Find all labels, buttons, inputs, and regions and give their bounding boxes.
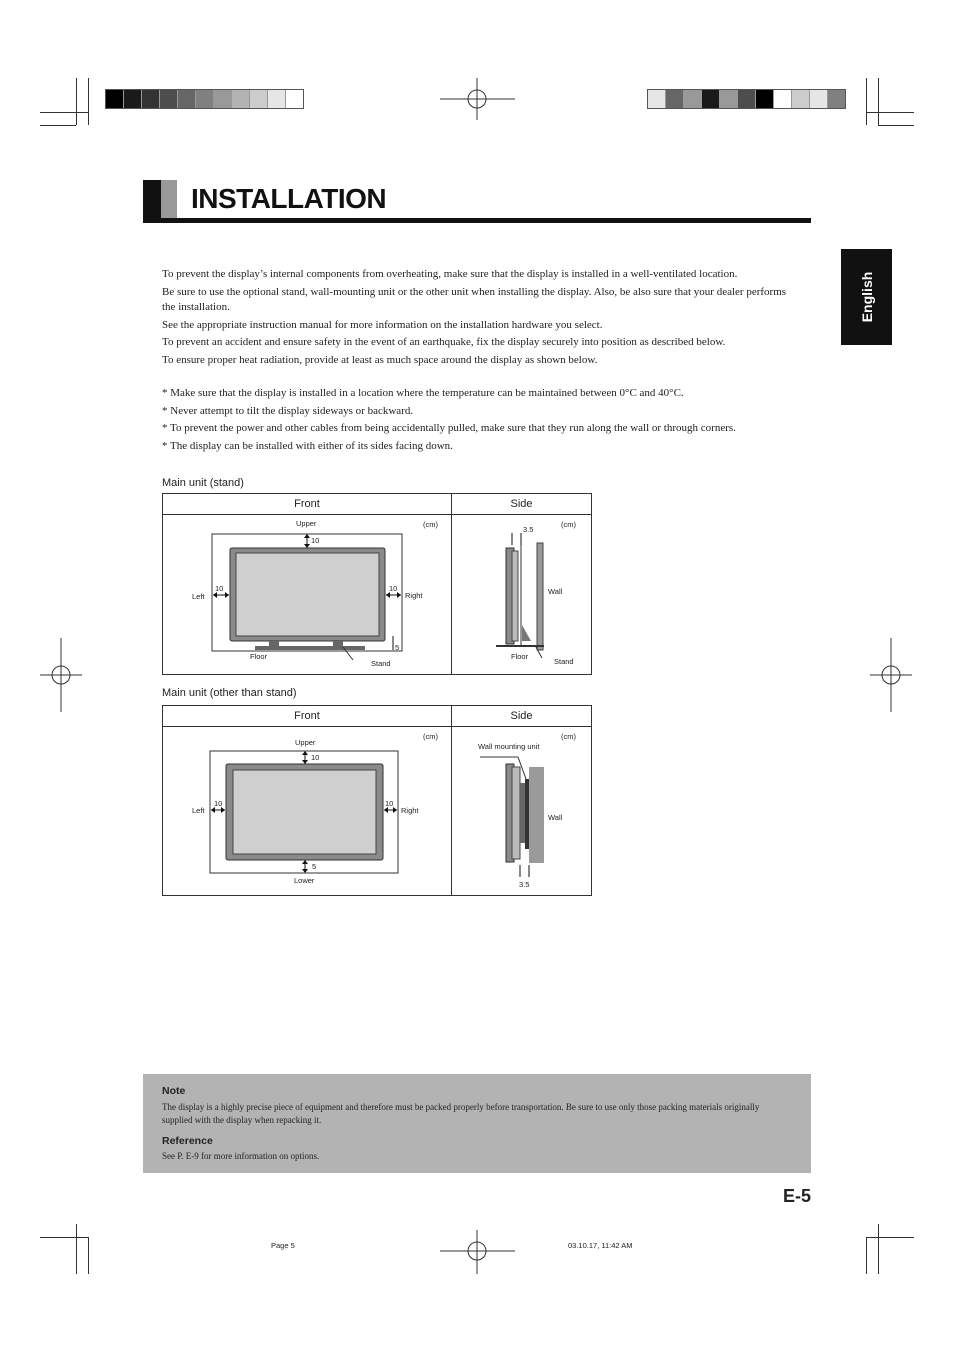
page-number: E-5 <box>783 1186 812 1206</box>
other-side-wall-mount: Wall mounting unit <box>478 742 540 751</box>
language-tab-label: English <box>858 271 875 323</box>
stand-front-floor: Floor <box>250 652 268 661</box>
caution-2: * Never attempt to tilt the display sideways or backward. <box>162 405 414 417</box>
intro-paragraph-2: Be sure to use the optional stand, wall-mounting unit or the other unit when installing the display. Also, be also sure that your dealer performs the installation. <box>162 286 787 313</box>
stand-front-left-val: 10 <box>215 584 224 593</box>
stand-side-val: 3.5 <box>523 525 534 534</box>
note-box <box>143 1074 811 1173</box>
registration-mark-left <box>40 638 82 712</box>
caution-4: * The display can be installed with either of its sides facing down. <box>162 440 453 452</box>
note-heading: Note <box>162 1085 186 1097</box>
intro-paragraph-5: To ensure proper heat radiation, provide at least as much space around the display as shown below. <box>162 354 598 366</box>
stand-front-unit: (cm) <box>423 520 438 529</box>
stand-front-right: Right <box>405 591 423 600</box>
stand-front-bottom-val: 5 <box>395 643 400 652</box>
registration-mark-top <box>440 78 515 120</box>
diagram-other <box>162 705 592 896</box>
other-front-lower-val: 5 <box>312 862 317 871</box>
registration-mark-bottom <box>440 1230 515 1274</box>
color-bar-left <box>105 89 304 109</box>
color-bar-right <box>647 89 846 109</box>
title-marker-gray <box>161 180 177 218</box>
intro-paragraph-4: To prevent an accident and ensure safety in the event of an earthquake, fix the display securely into position as described below. <box>162 336 726 348</box>
stand-front-right-val: 10 <box>389 584 398 593</box>
page-title <box>143 180 811 224</box>
stand-side-stand: Stand <box>554 657 574 666</box>
title-text: INSTALLATION <box>191 183 387 214</box>
other-front-lower: Lower <box>294 876 315 885</box>
diagram-stand-caption: Main unit (stand) <box>162 477 244 489</box>
note-text: The display is a highly precise piece of equipment and therefore must be packed properly before transportation. Be sure to use only those packing materials originally supplied with the display when repacking it. <box>162 1102 760 1125</box>
other-front-left-val: 10 <box>214 799 223 808</box>
other-side-illustration <box>452 727 590 895</box>
title-rule <box>143 218 811 223</box>
registration-mark-right <box>870 638 912 712</box>
other-front-right-val: 10 <box>385 799 394 808</box>
stand-front-upper-val: 10 <box>311 536 320 545</box>
stand-side-illustration <box>452 515 590 673</box>
diagram-other-side-header: Side <box>452 706 591 727</box>
other-front-upper-val: 10 <box>311 753 320 762</box>
stand-side-wall: Wall <box>548 587 563 596</box>
intro-paragraph-1: To prevent the display’s internal components from overheating, make sure that the display is installed in a well-ventilated location. <box>162 268 738 280</box>
other-front-unit: (cm) <box>423 732 438 741</box>
reference-heading: Reference <box>162 1135 213 1147</box>
stand-side-floor: Floor <box>511 652 529 661</box>
stand-front-upper: Upper <box>296 519 317 528</box>
stand-front-stand: Stand <box>371 659 391 668</box>
intro-paragraph-3: See the appropriate instruction manual for more information on the installation hardware you select. <box>162 319 603 331</box>
other-front-upper: Upper <box>295 738 316 747</box>
footer-page: Page 5 <box>271 1241 295 1250</box>
other-side-wall: Wall <box>548 813 563 822</box>
stand-side-unit: (cm) <box>561 520 576 529</box>
reference-text: See P. E-9 for more information on options. <box>162 1151 320 1161</box>
title-marker-black <box>143 180 161 218</box>
caution-1: * Make sure that the display is installed in a location where the temperature can be maintained between 0°C and 40°C. <box>162 387 684 399</box>
caution-3: * To prevent the power and other cables from being accidentally pulled, make sure that they run along the wall or through corners. <box>162 422 736 434</box>
diagram-other-front-header: Front <box>163 706 451 727</box>
footer-timestamp: 03.10.17, 11:42 AM <box>568 1241 633 1250</box>
stand-front-left: Left <box>192 592 205 601</box>
diagram-stand-front-header: Front <box>163 494 451 515</box>
diagram-stand-side-header: Side <box>452 494 591 515</box>
other-side-val: 3.5 <box>519 880 530 889</box>
other-front-left: Left <box>192 806 205 815</box>
diagram-other-caption: Main unit (other than stand) <box>162 687 297 699</box>
diagram-stand <box>162 493 592 675</box>
other-side-unit: (cm) <box>561 732 576 741</box>
language-tab <box>841 249 892 345</box>
other-front-right: Right <box>401 806 419 815</box>
